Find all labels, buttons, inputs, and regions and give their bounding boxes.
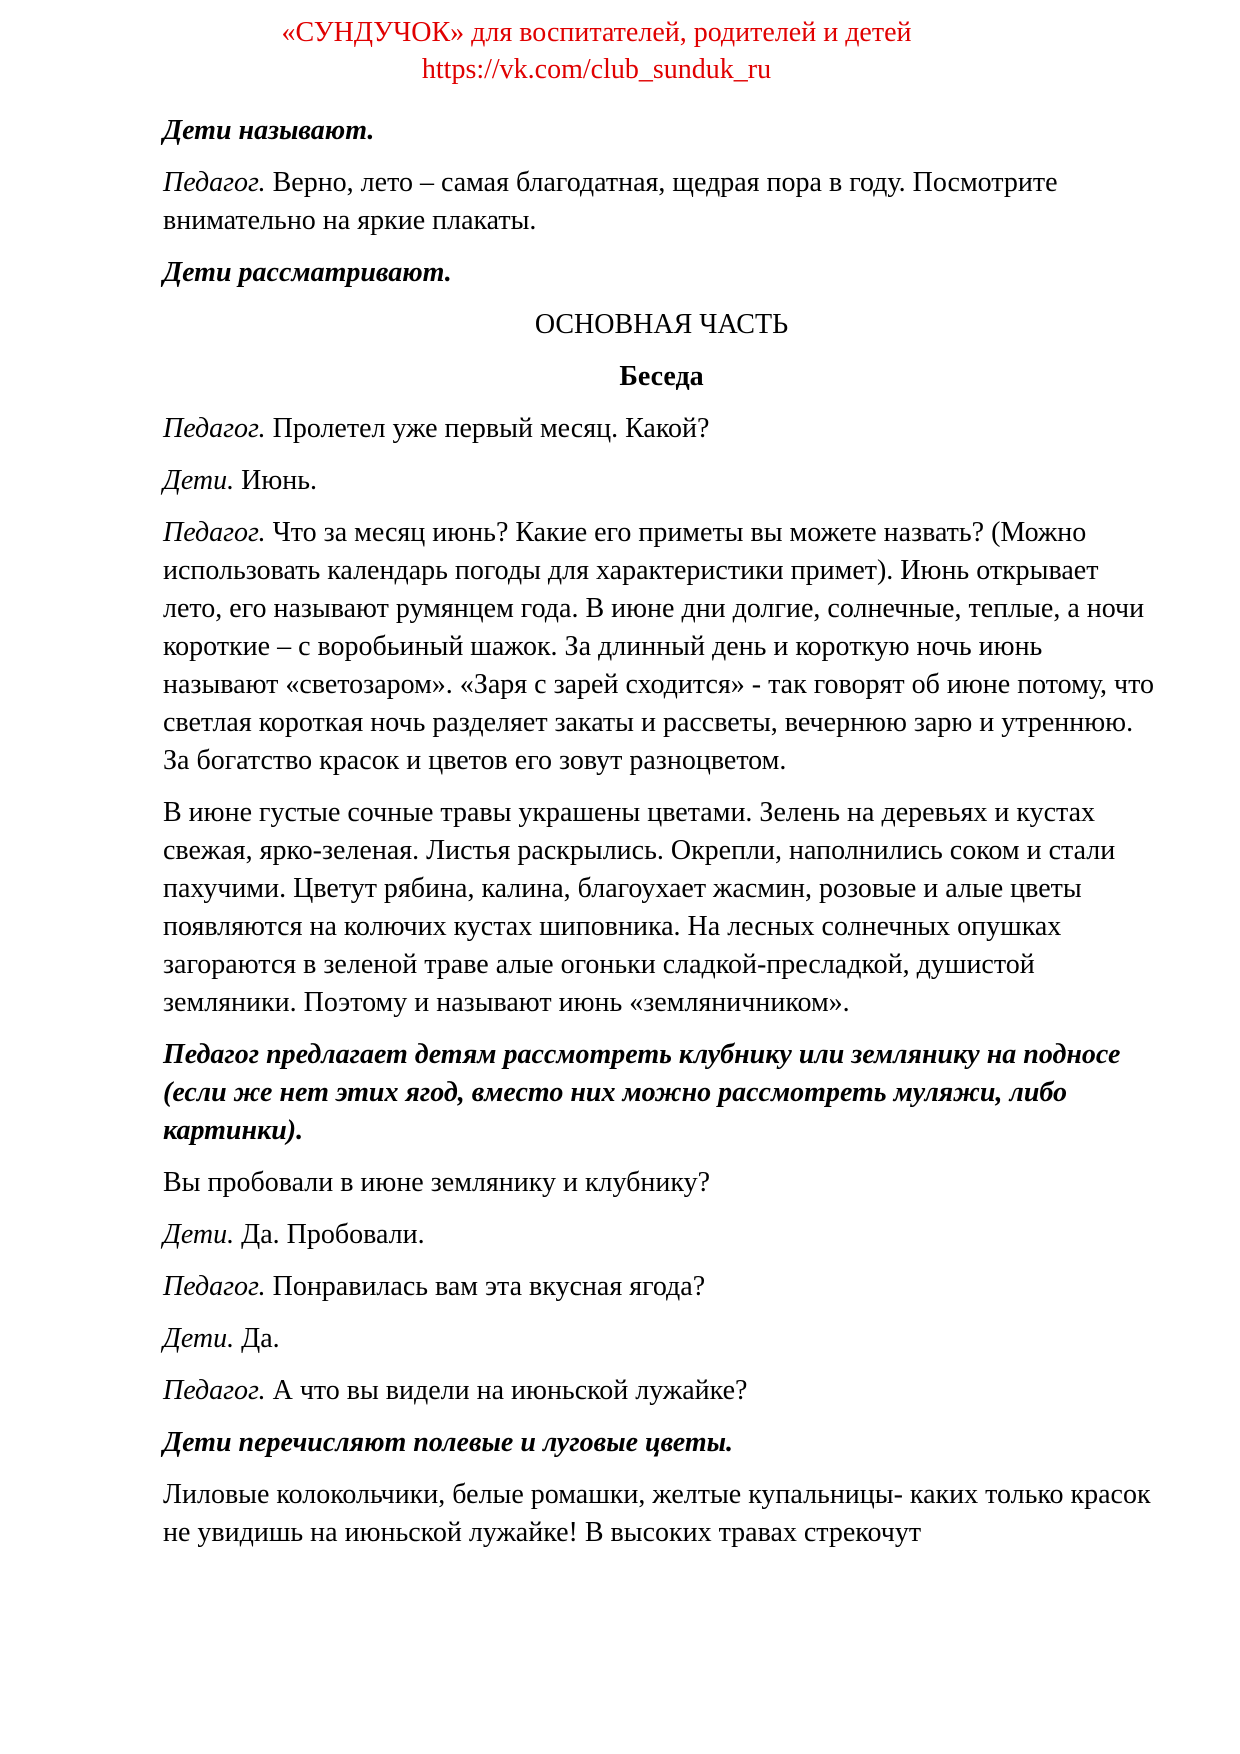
body-paragraph-june-grasses: В июне густые сочные травы украшены цветами. Зелень на деревьях и кустах свежая, ярко-зеленая. Листья раскрылись. Окрепли, наполнились соком и стали пахучими. Цветут рябина, калина, благоухает жасмин, розовые и алые цветы появляются на колючих кустах шиповника. На лесных солнечных опушках загораются в зеленой траве алые огоньки сладкой-пресладкой, душистой земляники. Поэтому и называют июнь «земляничником». [163, 797, 1116, 1018]
speaker-name-teacher: Педагог. [163, 413, 266, 444]
speaker-name-children: Дети. [163, 1323, 235, 1354]
dialogue-text: Пролетел уже первый месяц. Какой? [265, 413, 710, 444]
dialogue-teacher-first-month [163, 410, 1160, 448]
speaker-name-children: Дети. [163, 465, 235, 496]
dialogue-text: Да. Пробовали. [234, 1219, 425, 1250]
dialogue-text: Понравилась вам эта вкусная ягода? [265, 1271, 706, 1302]
speaker-name-teacher: Педагог. [163, 1375, 266, 1406]
document-header [163, 14, 1030, 88]
dialogue-text: Верно, лето – самая благодатная, щедрая пора в году. Посмотрите внимательно на яркие плакаты. [163, 167, 1058, 236]
dialogue-text: А что вы видели на июньской лужайке? [265, 1375, 748, 1406]
speaker-name-teacher: Педагог. [163, 1271, 266, 1302]
dialogue-text: Что за месяц июнь? Какие его приметы вы можете назвать? (Можно использовать календарь погоды для характеристики примет). Июнь открывает лето, его называют румянцем года. В июне дни долгие, солнечные, теплые, а ночи короткие – с воробьиный шажок. За длинный день и короткую ночь июнь называют «светозаром». «Заря с зарей сходится» - так говорят об июне потому, что светлая короткая ночь разделяет закаты и рассветы, вечернюю зарю и утреннюю. За богатство красок и цветов его зовут разноцветом. [163, 517, 1155, 776]
section-title-main-part: ОСНОВНАЯ ЧАСТЬ [534, 309, 789, 340]
speaker-name-children: Дети. [163, 1219, 235, 1250]
stage-direction-children-list-flowers: Дети перечисляют полевые и луговые цветы. [163, 1427, 734, 1458]
dialogue-children-yes [163, 1320, 1160, 1358]
stage-direction-children-look: Дети рассматривают. [163, 257, 452, 288]
body-paragraph-berries-question: Вы пробовали в июне землянику и клубнику? [163, 1167, 711, 1198]
dialogue-text: Да. [234, 1323, 280, 1354]
club-header-url-link[interactable]: https://vk.com/club_sunduk_ru [421, 54, 772, 85]
document-body [163, 112, 1160, 1552]
club-header-title: «СУНДУЧОК» для воспитателей, родителей и детей [281, 17, 912, 48]
dialogue-text: Июнь. [234, 465, 317, 496]
speaker-name-teacher: Педагог. [163, 517, 266, 548]
dialogue-children-tried [163, 1216, 1160, 1254]
body-paragraph-flowers: Лиловые колокольчики, белые ромашки, желтые купальницы- каких только красок не увидишь на июньской лужайке! В высоких травах стрекочут [163, 1479, 1151, 1548]
stage-direction-children-name: Дети называют. [163, 115, 375, 146]
dialogue-children-june [163, 462, 1160, 500]
dialogue-teacher-june-lawn [163, 1372, 1160, 1410]
stage-direction-show-berries: Педагог предлагает детям рассмотреть клубнику или землянику на подносе (если же нет этих ягод, вместо них можно рассмотреть муляжи, либо картинки). [163, 1039, 1121, 1146]
dialogue-teacher-summer [163, 164, 1160, 240]
speaker-name-teacher: Педагог. [163, 167, 266, 198]
subsection-title-conversation: Беседа [619, 361, 704, 392]
dialogue-teacher-tasty-berry [163, 1268, 1160, 1306]
dialogue-teacher-about-june [163, 514, 1160, 780]
